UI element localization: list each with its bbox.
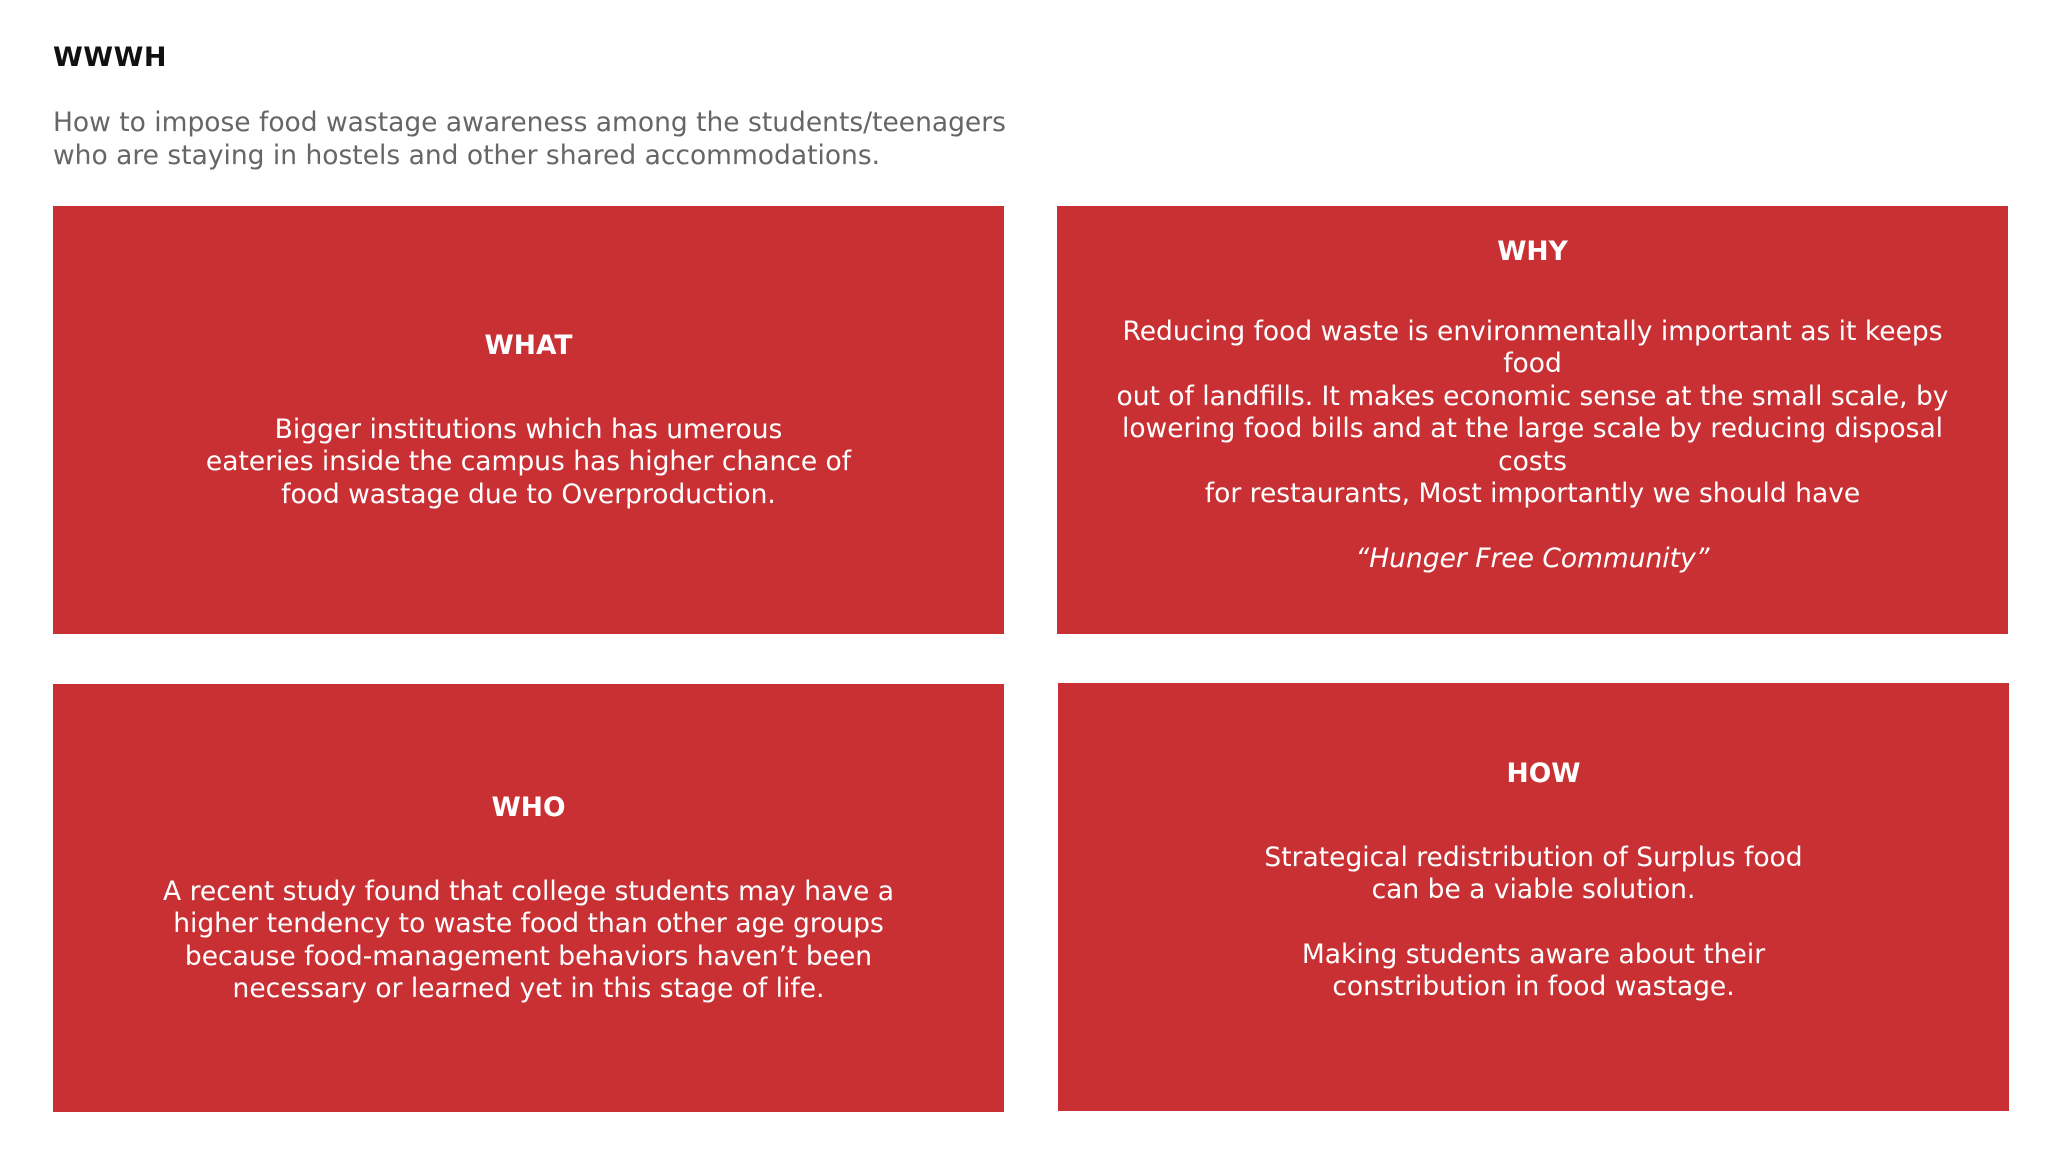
card-why-text: Reducing food waste is environmentally important as it keeps food out of landfills. It makes economic sense at the small scale, by lowering food bills and at the large scale by reducing disposal costs for restaurants, Most importantly we should have <box>1116 315 1949 510</box>
card-how-heading: HOW <box>1506 757 1581 789</box>
card-who-text: A recent study found that college students may have a higher tendency to waste food than other age groups because food-management behaviors haven’t been necessary or learned yet in this stage of life. <box>163 875 894 1004</box>
card-how-text-secondary: Making students aware about their constribution in food wastage. <box>1301 938 1766 1002</box>
page-subtitle: How to impose food wastage awareness among the students/teenagers who are staying in hostels and other shared accommodations. <box>53 107 1006 171</box>
card-what-text: Bigger institutions which has umerous eateries inside the campus has higher chance of food wastage due to Overproduction. <box>205 413 852 510</box>
card-why-quote: “Hunger Free Community” <box>1355 542 1710 574</box>
card-what-heading: WHAT <box>484 329 573 361</box>
card-what <box>53 206 1004 634</box>
card-how-text: Strategical redistribution of Surplus food can be a viable solution. <box>1264 841 1803 905</box>
card-who-heading: WHO <box>491 791 566 823</box>
card-why-heading: WHY <box>1497 235 1568 267</box>
page-title: WWWH <box>53 42 167 73</box>
card-who <box>53 684 1004 1112</box>
card-how <box>1058 683 2009 1111</box>
card-why <box>1057 206 2008 634</box>
